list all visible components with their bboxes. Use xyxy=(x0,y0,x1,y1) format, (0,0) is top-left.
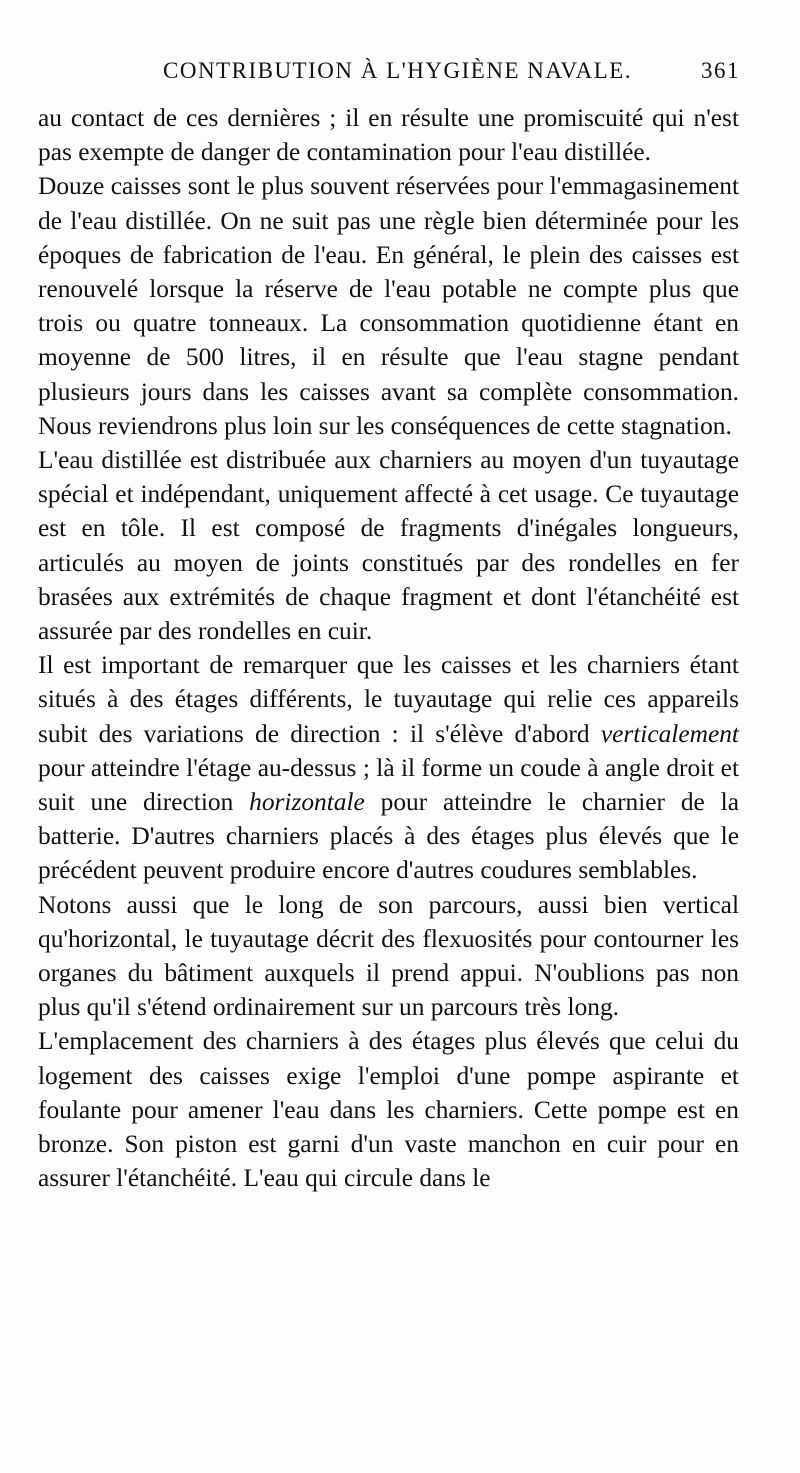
paragraph-pump: L'emplacement des charniers à des étages plus élevés que celui du logement des caisses exige l'emploi d'une pompe aspirante et foulante pour amener l'eau dans les charniers. Cette pompe est en bronze. Son piston est garni d'un vaste manchon en cuir pour en assurer l'étanchéité. L'eau qui circule dans le xyxy=(38,1027,739,1193)
paragraph-text: pour atteindre l'étage au-dessus ; là il forme un coude à angle droit et suit une direction xyxy=(38,753,739,817)
page-header xyxy=(38,58,740,94)
paragraph-continuation: au contact de ces dernières ; il en résulte une promiscuité qui n'est pas exempte de danger de contamination pour l'eau distillée. xyxy=(38,104,739,167)
paragraph-piping-direction xyxy=(38,648,739,887)
page-number: 361 xyxy=(701,58,740,83)
paragraph-piping-course: Notons aussi que le long de son parcours, aussi bien vertical qu'horizontal, le tuyautage décrit des flexuosités pour contourner les organes du bâtiment auxquels il prend appui. N'oublions pas non plus qu'il s'étend ordinairement sur un parcours très long. xyxy=(38,890,739,1022)
paragraph-piping-distribution: L'eau distillée est distribuée aux charniers au moyen d'un tuyautage spécial et indépendant, uniquement affecté à cet usage. Ce tuyautage est en tôle. Il est composé de fragments d'inégales longueurs, articulés au moyen de joints constitués par des rondelles en fer brasées aux extrémités de chaque fragment et dont l'étanchéité est assurée par des rondelles en cuir. xyxy=(38,446,739,646)
paragraph-text: Il est important de remarquer que les caisses et les charniers étant situés à des étages différents, le tuyautage qui relie ces appareils subit des variations de direction : il s'élève d'abord xyxy=(38,651,739,748)
paragraph-distilled-water-storage: Douze caisses sont le plus souvent réservées pour l'emmagasinement de l'eau distillée. On ne suit pas une règle bien déterminée pour les époques de fabrication de l'eau. En général, le plein des caisses est renouvelé lorsque la réserve de l'eau potable ne compte plus que trois ou quatre tonneaux. La consommation quotidienne étant en moyenne de 500 litres, il en résulte que l'eau stagne pendant plusieurs jours dans les caisses avant sa complète consommation. Nous reviendrons plus loin sur les conséquences de cette stagnation. xyxy=(38,172,739,440)
emphasis-horizontal: horizontale xyxy=(249,788,365,817)
body-text xyxy=(38,101,739,1196)
running-title: CONTRIBUTION À L'HYGIÈNE NAVALE. xyxy=(163,58,633,83)
paragraph-text: pour atteindre le charnier de la batterie. D'autres charniers placés à des étages plus élevés que le précédent peuvent produire encore d'autres coudures semblables. xyxy=(38,788,739,885)
emphasis-vertical: verticalement xyxy=(600,719,739,748)
